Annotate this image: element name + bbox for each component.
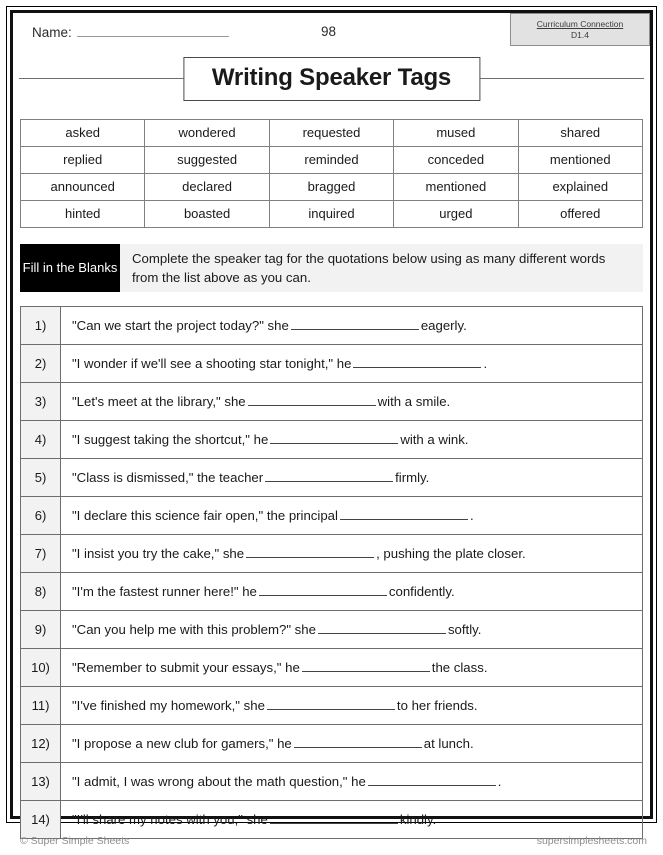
word-bank-cell: offered: [518, 201, 642, 228]
table-row: [21, 611, 643, 649]
question-text-before: "Let's meet at the library," she: [72, 394, 246, 409]
answer-blank[interactable]: [291, 318, 419, 330]
answer-blank[interactable]: [265, 470, 393, 482]
answer-blank[interactable]: [368, 774, 496, 786]
question-number: 12): [21, 725, 61, 763]
question-text-after: .: [497, 774, 502, 789]
name-field-group: [32, 24, 229, 40]
table-row: [21, 763, 643, 801]
question-text-before: "I declare this science fair open," the principal: [72, 508, 338, 523]
question-text: [61, 307, 643, 345]
question-text-after: at lunch.: [423, 736, 474, 751]
question-text-after: kindly.: [399, 812, 437, 827]
word-bank-cell: shared: [518, 120, 642, 147]
word-bank-table: [20, 119, 643, 228]
question-text: [61, 687, 643, 725]
question-text: [61, 459, 643, 497]
worksheet-sheet: [13, 13, 650, 827]
table-row: [21, 383, 643, 421]
table-row: [21, 421, 643, 459]
question-text-after: confidently.: [388, 584, 455, 599]
answer-blank[interactable]: [353, 356, 481, 368]
word-bank-cell: mentioned: [394, 174, 518, 201]
question-text-after: , pushing the plate closer.: [376, 546, 526, 561]
question-text: [61, 535, 643, 573]
question-number: 9): [21, 611, 61, 649]
question-text-before: "I've finished my homework," she: [72, 698, 265, 713]
word-bank-cell: inquired: [269, 201, 393, 228]
word-bank-cell: mused: [394, 120, 518, 147]
answer-blank[interactable]: [318, 622, 446, 634]
worksheet-footer: [6, 832, 657, 850]
word-bank-cell: urged: [394, 201, 518, 228]
question-number: 10): [21, 649, 61, 687]
word-bank-cell: explained: [518, 174, 642, 201]
curriculum-connection-code: D1.4: [571, 29, 589, 40]
footer-copyright: © Super Simple Sheets: [20, 835, 130, 847]
question-text-before: "Can you help me with this problem?" she: [72, 622, 316, 637]
table-row: [21, 307, 643, 345]
instruction-strip: [20, 244, 643, 292]
word-bank-cell: conceded: [394, 147, 518, 174]
word-bank-row: [21, 120, 643, 147]
question-text-after: firmly.: [395, 470, 430, 485]
word-bank-cell: reminded: [269, 147, 393, 174]
question-text-after: eagerly.: [420, 318, 467, 333]
question-text-before: "I admit, I was wrong about the math question," he: [72, 774, 366, 789]
question-text: [61, 649, 643, 687]
answer-blank[interactable]: [246, 546, 374, 558]
answer-blank[interactable]: [270, 432, 398, 444]
question-number: 6): [21, 497, 61, 535]
question-text-after: softly.: [447, 622, 482, 637]
question-text-after: the class.: [431, 660, 488, 675]
question-text-before: "Remember to submit your essays," he: [72, 660, 300, 675]
word-bank-cell: asked: [21, 120, 145, 147]
answer-blank[interactable]: [294, 736, 422, 748]
answer-blank[interactable]: [270, 812, 398, 824]
question-text-after: to her friends.: [396, 698, 478, 713]
word-bank-cell: replied: [21, 147, 145, 174]
table-row: [21, 687, 643, 725]
word-bank-body: [21, 120, 643, 228]
question-text: [61, 725, 643, 763]
question-text: [61, 497, 643, 535]
question-number: 11): [21, 687, 61, 725]
name-label: Name:: [32, 25, 72, 40]
question-text-before: "Class is dismissed," the teacher: [72, 470, 264, 485]
table-row: [21, 573, 643, 611]
question-number: 2): [21, 345, 61, 383]
question-text: [61, 611, 643, 649]
question-text-before: "I wonder if we'll see a shooting star tonight," he: [72, 356, 352, 371]
footer-website: supersimplesheets.com: [536, 835, 647, 847]
question-number: 4): [21, 421, 61, 459]
answer-blank[interactable]: [259, 584, 387, 596]
answer-blank[interactable]: [340, 508, 468, 520]
questions-body: [21, 307, 643, 839]
page-number: 98: [321, 24, 337, 39]
curriculum-connection-box: [510, 13, 650, 46]
question-text-before: "I insist you try the cake," she: [72, 546, 245, 561]
answer-blank[interactable]: [302, 660, 430, 672]
question-number: 8): [21, 573, 61, 611]
question-text-before: "I'm the fastest runner here!" he: [72, 584, 257, 599]
answer-blank[interactable]: [248, 394, 376, 406]
question-text-after: .: [483, 356, 488, 371]
question-text-after: with a wink.: [400, 432, 469, 447]
question-text: [61, 345, 643, 383]
question-text-after: .: [469, 508, 474, 523]
word-bank-cell: boasted: [145, 201, 269, 228]
table-row: [21, 649, 643, 687]
instruction-tag-label: Fill in the Blanks: [20, 244, 120, 292]
title-band: [13, 57, 650, 101]
question-text-before: "Can we start the project today?" she: [72, 318, 289, 333]
question-text: [61, 383, 643, 421]
table-row: [21, 535, 643, 573]
word-bank-cell: announced: [21, 174, 145, 201]
question-number: 14): [21, 801, 61, 839]
word-bank-cell: requested: [269, 120, 393, 147]
instruction-text: Complete the speaker tag for the quotations below using as many different words from the list above as you can.: [120, 244, 643, 292]
page-title: Writing Speaker Tags: [183, 57, 480, 101]
question-number: 5): [21, 459, 61, 497]
question-text: [61, 573, 643, 611]
word-bank-row: [21, 147, 643, 174]
curriculum-connection-title: Curriculum Connection: [536, 18, 624, 29]
question-text: [61, 763, 643, 801]
question-text-after: with a smile.: [377, 394, 451, 409]
worksheet-header: [13, 13, 650, 55]
word-bank-cell: hinted: [21, 201, 145, 228]
answer-blank[interactable]: [267, 698, 395, 710]
word-bank-cell: mentioned: [518, 147, 642, 174]
question-text-before: "I suggest taking the shortcut," he: [72, 432, 269, 447]
question-number: 13): [21, 763, 61, 801]
question-text-before: "I propose a new club for gamers," he: [72, 736, 292, 751]
word-bank-cell: suggested: [145, 147, 269, 174]
question-text-before: "I'll share my notes with you," she: [72, 812, 268, 827]
questions-table: [20, 306, 643, 839]
table-row: [21, 725, 643, 763]
table-row: [21, 345, 643, 383]
table-row: [21, 459, 643, 497]
word-bank-row: [21, 174, 643, 201]
question-number: 1): [21, 307, 61, 345]
question-number: 7): [21, 535, 61, 573]
word-bank-cell: wondered: [145, 120, 269, 147]
word-bank-cell: declared: [145, 174, 269, 201]
question-text: [61, 421, 643, 459]
name-input-line[interactable]: [77, 24, 229, 37]
word-bank-cell: bragged: [269, 174, 393, 201]
question-number: 3): [21, 383, 61, 421]
table-row: [21, 497, 643, 535]
word-bank-row: [21, 201, 643, 228]
